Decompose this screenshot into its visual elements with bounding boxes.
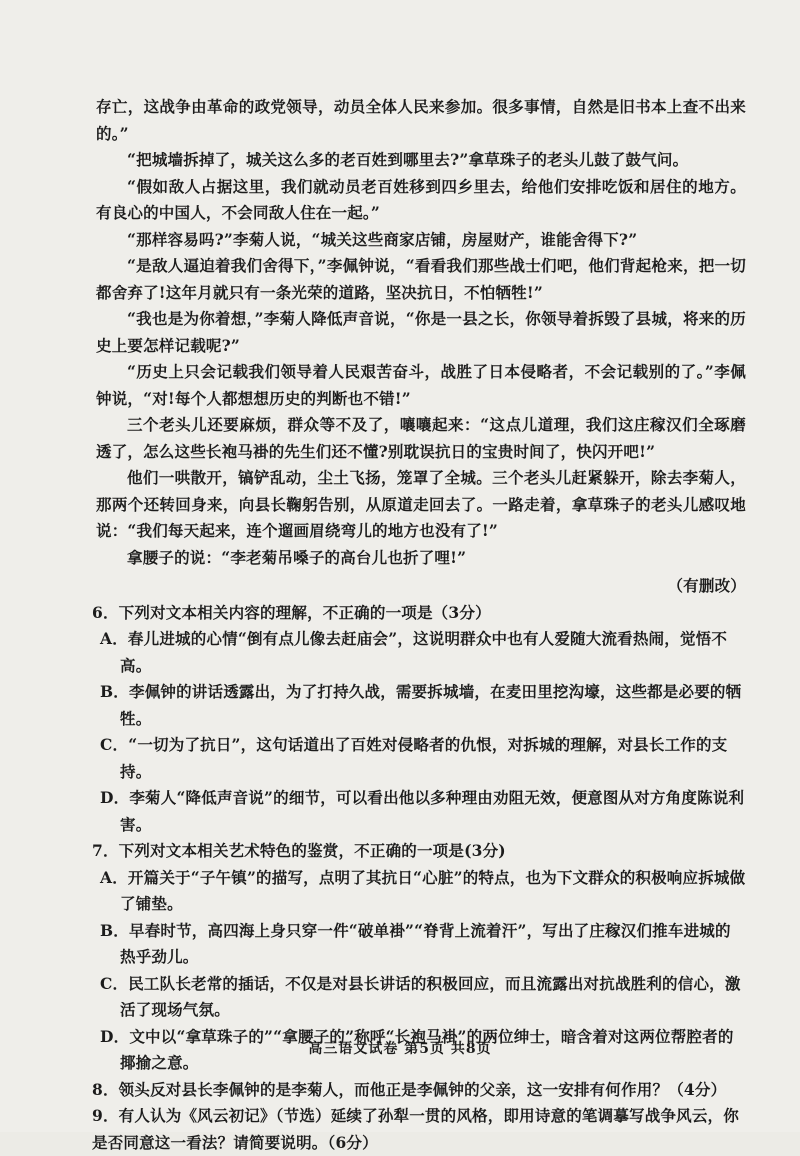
option-c: C．民工队长老常的插话，不仅是对县长讲话的积极回应，而且流露出对抗战胜利的信心，激活了现场气氛。 (100, 973, 741, 1019)
passage-paragraph: “历史上只会记载我们领导着人民艰苦奋斗，战胜了日本侵略者，不会记载别的了。”李佩钟说，“对!每个人都想想历史的判断也不错!” (96, 362, 746, 408)
passage-paragraph: 存亡，这战争由革命的政党领导，动员全体人民来参加。很多事情，自然是旧书本上查不出来的。” (96, 97, 746, 143)
question-6 (92, 600, 746, 839)
question-8 (92, 1077, 746, 1104)
question-9 (92, 1103, 746, 1156)
question-stem: 7．下列对文本相关艺术特色的鉴赏，不正确的一项是(3分) (92, 841, 506, 860)
passage-paragraph: “把城墙拆掉了，城关这么多的老百姓到哪里去?”拿草珠子的老头儿鼓了鼓气问。 (127, 150, 689, 169)
passage-paragraph: 拿腰子的说：“李老菊吊嗓子的高台儿也折了哩!” (127, 547, 467, 567)
question-stem: 8．领头反对县长李佩钟的是李菊人，而他正是李佩钟的父亲，这一安排有何作用？（4分） (92, 1079, 727, 1099)
passage-paragraph: “假如敌人占据这里，我们就动员老百姓移到四乡里去，给他们安排吃饭和居住的地方。有良心的中国人，不会同敌人住在一起。” (96, 176, 746, 222)
source-note: （有删改） (667, 576, 746, 595)
passage-paragraph: “我也是为你着想，”李菊人降低声音说，“你是一县之长，你领导着拆毁了县城，将来的历史上要怎样记载呢?” (96, 309, 746, 355)
option-a: A．开篇关于“子午镇”的描写，点明了其抗日“心脏”的特点，也为下文群众的积极响应拆城做了铺垫。 (100, 867, 746, 913)
passage-paragraph: 他们一哄散开，镐铲乱动，尘土飞扬，笼罩了全城。三个老头儿赶紧躲开，除去李菊人，那两个还转回身来，向县长鞠躬告别，从原道走回去了。一路走着，拿草珠子的老头儿感叹地说：“我们每天起来，连个遛画眉绕弯儿的地方也没有了!” (96, 468, 746, 540)
option-b: B．李佩钟的讲话透露出，为了打持久战，需要拆城墙，在麦田里挖沟壕，这些都是必要的牺牲。 (100, 682, 742, 728)
question-stem: 9．有人认为《风云初记》（节选）延续了孙犁一贯的风格，即用诗意的笔调摹写战争风云，你是否同意这一看法？请简要说明。（6分） (92, 1106, 739, 1152)
option-b: B．早春时节，高四海上身只穿一件“破单褂”“脊背上流着汗”，写出了庄稼汉们推车进城的热乎劲儿。 (100, 920, 731, 966)
option-d: D．文中以“拿草珠子的”“拿腰子的”称呼“长袍马褂”的两位绅士，暗含着对这两位帮腔者的揶揄之意。 (100, 1026, 734, 1072)
option-a: A．春儿进城的心情“倒有点儿像去赶庙会”，这说明群众中也有人爱随大流看热闹，觉悟不高。 (100, 629, 728, 675)
passage-paragraph: 三个老头儿还要麻烦，群众等不及了，嚷嚷起来：“这点儿道理，我们这庄稼汉们全琢磨透了，怎么这些长袍马褂的先生们还不懂?别耽误抗日的宝贵时间了，快闪开吧!” (96, 415, 746, 461)
page-footer: 高三语文试卷 第5页 共8页 (308, 1041, 492, 1057)
option-d: D．李菊人“降低声音说”的细节，可以看出他以多种理由劝阻无效，便意图从对方角度陈说利害。 (100, 788, 745, 834)
option-c: C．“一切为了抗日”，这句话道出了百姓对侵略者的仇恨，对拆城的理解，对县长工作的支持。 (100, 735, 728, 781)
passage-paragraph: “那样容易吗?”李菊人说，“城关这些商家店铺，房屋财产，谁能舍得下?” (127, 229, 638, 249)
question-stem: 6．下列对文本相关内容的理解，不正确的一项是（3分） (92, 602, 491, 622)
passage-paragraph: “是敌人逼迫着我们舍得下，”李佩钟说，“看看我们那些战士们吧，他们背起枪来，把一切都舍弃了!这年月就只有一条光荣的道路，坚决抗日，不怕牺牲!” (96, 256, 746, 302)
page-content (92, 94, 746, 1156)
